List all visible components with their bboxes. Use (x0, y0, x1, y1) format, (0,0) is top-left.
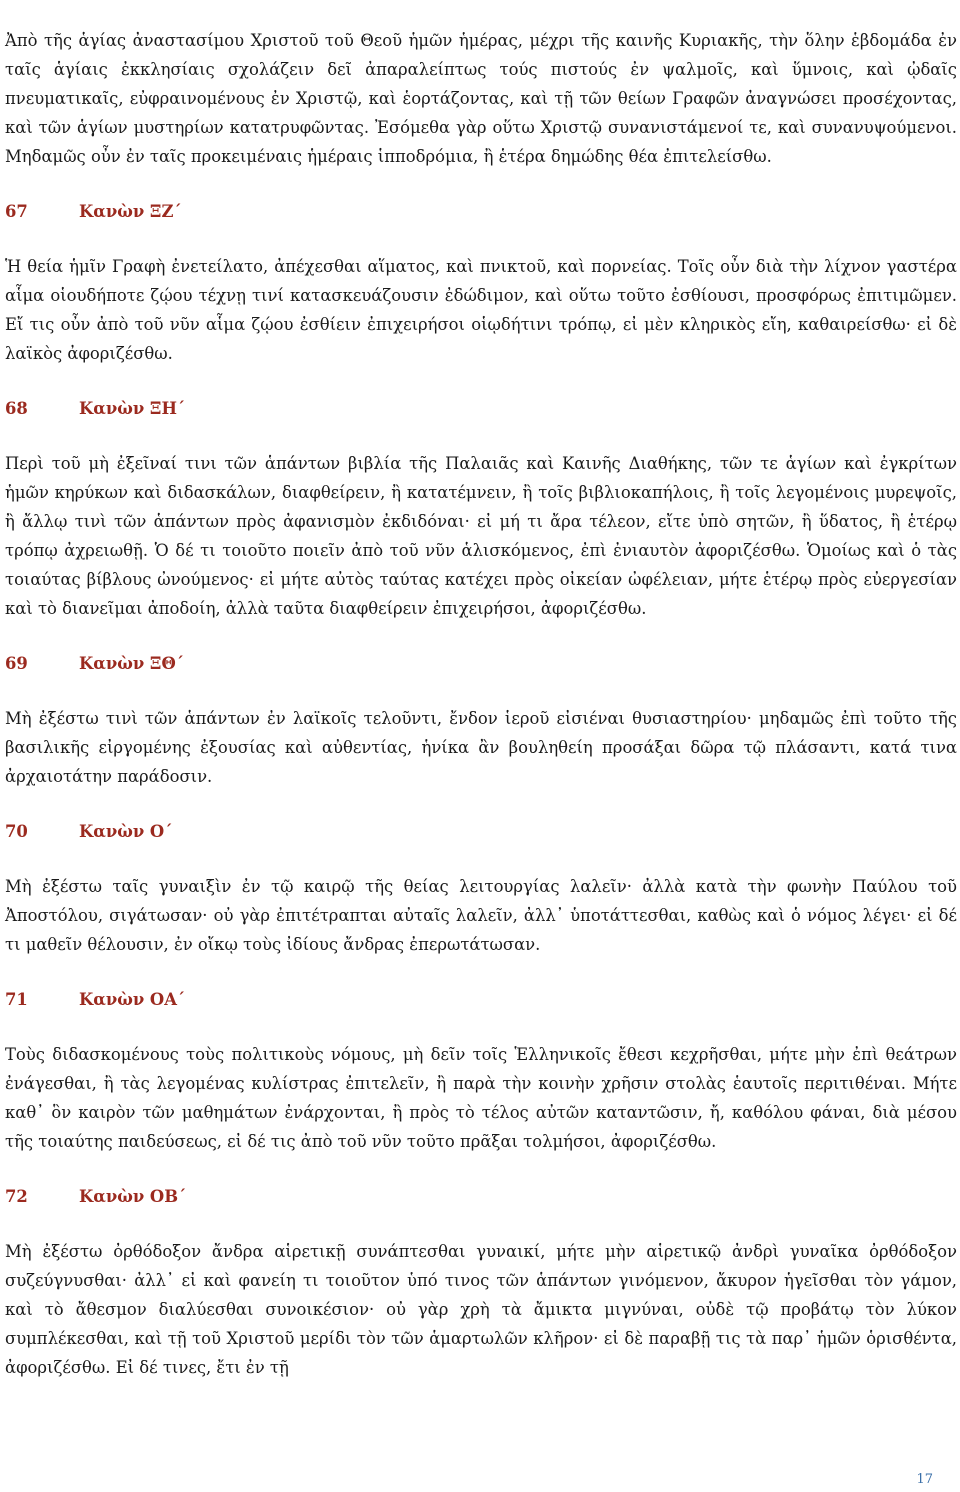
canon-heading (5, 394, 957, 423)
canon-section (5, 171, 957, 368)
canon-section (5, 623, 957, 791)
canon-number: 67 (5, 202, 28, 221)
canon-number: 72 (5, 1187, 28, 1206)
canon-section (5, 791, 957, 959)
canon-title: Κανὼν ΟΒ΄ (79, 1187, 187, 1206)
canon-text: Μὴ ἐξέστω ὀρθόδοξον ἄνδρα αἱρετικῇ συνάπτεσθαι γυναικί, μήτε μὴν αἱρετικῷ ἀνδρὶ γυναῖκα ὀρθόδοξον συζεύγνυσθαι· ἀλλ᾿ εἰ καὶ φανείη τι τοιοῦτον ὑπό τινος τῶν ἁπάντων γινόμενον, ἄκυρον ἡγεῖσθαι τὸν γάμον, καὶ τὸ ἄθεσμον διαλύεσθαι συνοικέσιον· οὐ γὰρ χρὴ τὰ ἄμικτα μιγνύναι, οὐδὲ τῷ προβάτῳ τὸν λύκον συμπλέκεσθαι, καὶ τῇ τοῦ Χριστοῦ μερίδι τὸν τῶν ἁμαρτωλῶν κλῆρον· εἰ δὲ παραβῇ τις τὰ παρ᾿ ἡμῶν ὁρισθέντα, ἀφοριζέσθω. Εἰ δέ τινες, ἔτι ἐν τῇ (5, 1242, 957, 1377)
canon-number: 70 (5, 822, 28, 841)
canon-heading (5, 985, 957, 1014)
canon-title: Κανὼν ΞΘ΄ (79, 654, 184, 673)
intro-paragraph: Ἀπὸ τῆς ἁγίας ἀναστασίμου Χριστοῦ τοῦ Θεοῦ ἡμῶν ἡμέρας, μέχρι τῆς καινῆς Κυριακῆς, τὴν ὅλην ἑβδομάδα ἐν ταῖς ἁγίαις ἐκκλησίαις σχολάζειν δεῖ ἀπαραλείπτως τούς πιστούς ἐν ψαλμοῖς, καὶ ὕμνοις, καὶ ᾠδαῖς πνευματικαῖς, εὐφραινομένους ἐν Χριστῷ, καὶ ἑορτάζοντας, καὶ τῇ τῶν θείων Γραφῶν ἀναγνώσει προσέχοντας, καὶ τῶν ἁγίων μυστηρίων κατατρυφῶντας. Ἐσόμεθα γὰρ οὕτω Χριστῷ συνανιστάμενοί τε, καὶ συνανυψούμενοι. Μηδαμῶς οὖν ἐν ταῖς προκειμέναις ἡμέραις ἱπποδρόμια, ἢ ἑτέρα δημώδης θέα ἐπιτελείσθω. (5, 31, 957, 166)
canon-section (5, 959, 957, 1156)
canon-heading (5, 197, 957, 226)
canon-title: Κανὼν ΞΖ΄ (79, 202, 182, 221)
canon-title: Κανὼν Ο΄ (79, 822, 173, 841)
canon-text: Τοὺς διδασκομένους τοὺς πολιτικοὺς νόμους, μὴ δεῖν τοῖς Ἑλληνικοῖς ἔθεσι κεχρῆσθαι, μήτε μὴν ἐπὶ θεάτρων ἐνάγεσθαι, ἢ τὰς λεγομένας κυλίστρας ἐπιτελεῖν, ἢ παρὰ τὴν κοινὴν χρῆσιν στολὰς ἑαυτοῖς περιτιθέναι. Μήτε καθ᾿ ὃν καιρὸν τῶν μαθημάτων ἐνάρχονται, ἢ πρὸς τὸ τέλος αὐτῶν καταντῶσιν, ἤ, καθόλου φάναι, διὰ μέσου τῆς τοιαύτης παιδεύσεως, εἰ δέ τις ἀπὸ τοῦ νῦν τοῦτο πρᾶξαι τολμήσοι, ἀφοριζέσθω. (5, 1045, 957, 1151)
canon-text: Ἡ θεία ἡμῖν Γραφὴ ἐνετείλατο, ἀπέχεσθαι αἵματος, καὶ πνικτοῦ, καὶ πορνείας. Τοῖς οὖν διὰ τὴν λίχνον γαστέρα αἷμα οἱουδήποτε ζῴου τέχνῃ τινί κατασκευάζουσιν ἐδώδιμον, καὶ οὕτω τοῦτο ἐσθίουσι, προσφόρως ἐπιτιμῶμεν. Εἴ τις οὖν ἀπὸ τοῦ νῦν αἷμα ζῴου ἐσθίειν ἐπιχειρήσοι οἱῳδήτινι τρόπῳ, εἰ μὲν κληρικὸς εἴη, καθαιρείσθω· εἰ δὲ λαϊκὸς ἀφοριζέσθω. (5, 257, 957, 363)
canon-text: Περὶ τοῦ μὴ ἐξεῖναί τινι τῶν ἁπάντων βιβλία τῆς Παλαιᾶς καὶ Καινῆς Διαθήκης, τῶν τε ἁγίων καὶ ἐγκρίτων ἡμῶν κηρύκων καὶ διδασκάλων, διαφθείρειν, ἢ κατατέμνειν, ἢ τοῖς βιβλιοκαπήλοις, ἢ τοῖς λεγομένοις μυρεψοῖς, ἢ ἄλλῳ τινὶ τῶν ἁπάντων πρὸς ἀφανισμὸν ἐκδιδόναι· εἰ μή τι ἄρα τέλεον, εἴτε ὑπὸ σητῶν, ἢ ὕδατος, ἢ ἑτέρῳ τρόπῳ ἀχρειωθῇ. Ὁ δέ τι τοιοῦτο ποιεῖν ἀπὸ τοῦ νῦν ἁλισκόμενος, ἐπὶ ἐνιαυτὸν ἀφοριζέσθω. Ὁμοίως καὶ ὁ τὰς τοιαύτας βίβλους ὠνούμενος· εἰ μήτε αὐτὸς ταύτας κατέχει πρὸς οἰκείαν ὠφέλειαν, μήτε ἑτέρῳ πρὸς εὐεργεσίαν καὶ τὸ διανεῖμαι ἀποδοίη, ἀλλὰ ταῦτα διαφθείρειν ἐπιχειρήσοι, ἀφοριζέσθω. (5, 454, 957, 618)
canon-number: 68 (5, 399, 28, 418)
canon-title: Κανὼν ΟΑ΄ (79, 990, 186, 1009)
canon-heading (5, 817, 957, 846)
document-page (5, 0, 957, 1382)
canon-section (5, 1156, 957, 1382)
canon-number: 69 (5, 654, 28, 673)
canon-number: 71 (5, 990, 28, 1009)
canon-heading (5, 1182, 957, 1211)
canon-text: Μὴ ἐξέστω ταῖς γυναιξὶν ἐν τῷ καιρῷ τῆς θείας λειτουργίας λαλεῖν· ἀλλὰ κατὰ τὴν φωνὴν Παύλου τοῦ Ἀποστόλου, σιγάτωσαν· οὐ γὰρ ἐπιτέτραπται αὐταῖς λαλεῖν, ἀλλ᾿ ὑποτάττεσθαι, καθὼς καὶ ὁ νόμος λέγει· εἰ δέ τι μαθεῖν θέλουσιν, ἐν οἴκῳ τοὺς ἰδίους ἄνδρας ἐπερωτάτωσαν. (5, 877, 957, 954)
canon-title: Κανὼν ΞΗ΄ (79, 399, 186, 418)
canon-section (5, 368, 957, 623)
canon-heading (5, 649, 957, 678)
page-number: 17 (916, 1472, 933, 1487)
canon-text: Μὴ ἐξέστω τινὶ τῶν ἁπάντων ἐν λαϊκοῖς τελοῦντι, ἔνδον ἱεροῦ εἰσιέναι θυσιαστηρίου· μηδαμῶς ἐπὶ τοῦτο τῆς βασιλικῆς εἰργομένης ἐξουσίας καὶ αὐθεντίας, ἡνίκα ἂν βουληθείη προσάξαι δῶρα τῷ πλάσαντι, κατά τινα ἀρχαιοτάτην παράδοσιν. (5, 709, 957, 786)
